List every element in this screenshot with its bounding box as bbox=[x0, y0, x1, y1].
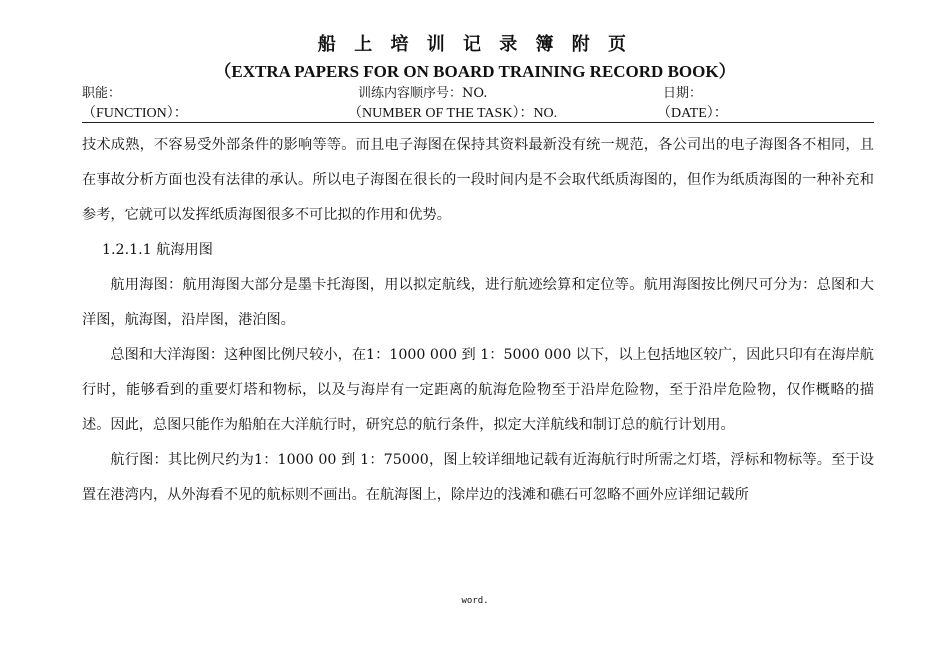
page-title-chinese: 船 上 培 训 记 录 簿 附 页 bbox=[317, 34, 633, 55]
paragraph-general-ocean-charts: 总图和大洋海图：这种图比例尺较小，在1：1000 000 到 1：5000 000 以下，以上包括地区较广，因此只印有在海岸航行时，能够看到的重要灯塔和物标，以及与海岸有一定距离的航海危险物至于沿岸危险物，至于沿岸危险物，仅作概略的描述。因此，总图只能作为船舶在大洋航行时，研究总的航行条件，拟定大洋航线和制订总的航行计划用。 bbox=[82, 347, 874, 433]
header-divider bbox=[82, 122, 874, 123]
task-number-label-cn: 训练内容顺序号：NO. bbox=[358, 86, 488, 101]
page-footer: word. bbox=[461, 596, 489, 606]
date-label-cn: 日期： bbox=[663, 86, 703, 101]
page-title-english: （EXTRA PAPERS FOR ON BOARD TRAINING RECORD BOOK） bbox=[214, 62, 736, 81]
paragraph-electronic-charts: 技术成熟，不容易受外部条件的影响等等。而且电子海图在保持其资料最新没有统一规范，各公司出的电子海图各不相同，且在事故分析方面也没有法律的承认。所以电子海图在很长的一段时间内是不会取代纸质海图的，但作为纸质海图的一种补充和参考，它就可以发挥纸质海图很多不可比拟的作用和优势。 bbox=[82, 137, 874, 223]
date-label-en: （DATE）： bbox=[657, 106, 728, 121]
paragraph-navigation-charts: 航用海图：航用海图大部分是墨卡托海图，用以拟定航线，进行航迹绘算和定位等。航用海图按比例尺可分为：总图和大洋图，航海图，沿岸图，港泊图。 bbox=[82, 277, 874, 328]
section-heading: 1.2.1.1 航海用图 bbox=[102, 242, 213, 258]
function-label-cn: 职能： bbox=[82, 86, 122, 101]
function-label-en: （FUNCTION）： bbox=[82, 106, 188, 121]
paragraph-sailing-charts: 航行图：其比例尺约为1：1000 00 到 1：75000，图上较详细地记载有近海航行时所需之灯塔，浮标和物标等。至于设置在港湾内，从外海看不见的航标则不画出。在航海图上，除岸边的浅滩和礁石可忽略不画外应详细记载所 bbox=[82, 452, 874, 503]
task-number-label-en: （NUMBER OF THE TASK）：NO. bbox=[348, 106, 558, 121]
document-body bbox=[82, 128, 874, 513]
